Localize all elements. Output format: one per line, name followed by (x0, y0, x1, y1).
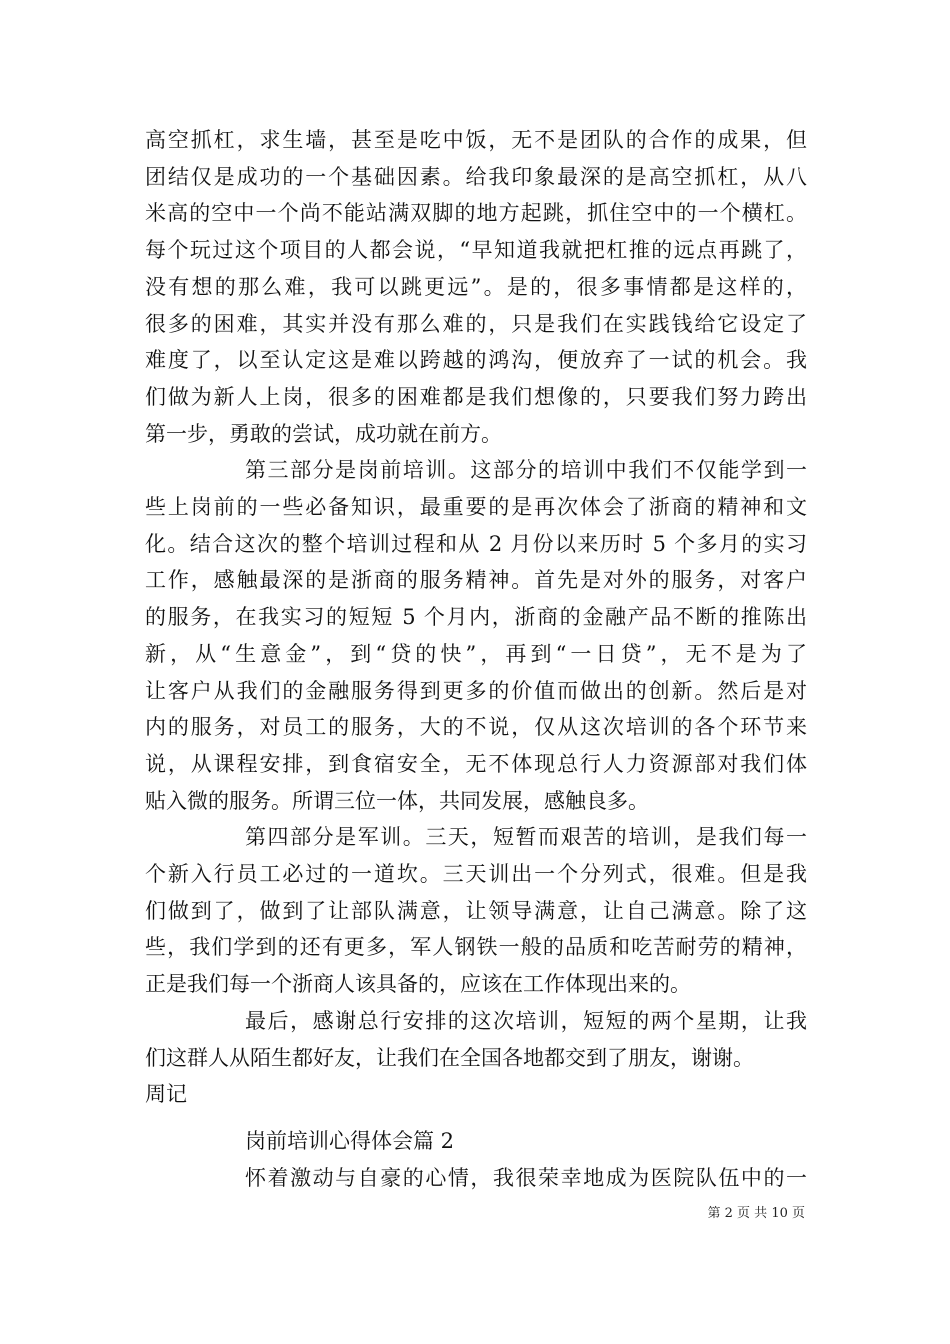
text-line: 们做到了，做到了让部队满意，让领导满意，让自己满意。除了这 (145, 898, 807, 923)
text-line: 很多的困难，其实并没有那么难的，只是我们在实践钱给它设定了 (145, 311, 807, 336)
page-number-footer: 第 2 页 共 10 页 (707, 1206, 805, 1221)
text-line: 周记 (145, 1082, 187, 1107)
text-line: 没有想的那么难，我可以跳更远”。是的，很多事情都是这样的， (145, 274, 807, 299)
text-line: 说，从课程安排，到食宿安全，无不体现总行人力资源部对我们体 (145, 751, 807, 776)
text-line: 工作，感触最深的是浙商的服务精神。首先是对外的服务，对客户 (145, 568, 807, 593)
text-line: 让客户从我们的金融服务得到更多的价值而做出的创新。然后是对 (145, 678, 807, 703)
text-line: 贴入微的服务。所谓三位一体，共同发展，感触良多。 (145, 788, 649, 813)
text-line: 团结仅是成功的一个基础因素。给我印象最深的是高空抓杠，从八 (145, 164, 807, 189)
text-line: 内的服务，对员工的服务，大的不说，仅从这次培训的各个环节来 (145, 715, 807, 740)
text-line: 些上岗前的一些必备知识，最重要的是再次体会了浙商的精神和文 (145, 495, 807, 519)
text-line: 米高的空中一个尚不能站满双脚的地方起跳，抓住空中的一个横杠。 (145, 201, 807, 226)
section-heading: 岗前培训心得体会篇 2 (245, 1128, 455, 1153)
text-line: 的服务，在我实习的短短 5 个月内，浙商的金融产品不断的推陈出 (145, 605, 807, 630)
text-line: 正是我们每一个浙商人该具备的，应该在工作体现出来的。 (145, 972, 691, 997)
text-line: 怀着激动与自豪的心情，我很荣幸地成为医院队伍中的一 (245, 1165, 807, 1190)
text-line: 第一步，勇敢的尝试，成功就在前方。 (145, 421, 502, 446)
text-line: 化。结合这次的整个培训过程和从 2 月份以来历时 5 个多月的实习 (145, 531, 807, 556)
text-line: 个新入行员工必过的一道坎。三天训出一个分列式，很难。但是我 (145, 862, 807, 886)
text-line: 们做为新人上岗，很多的困难都是我们想像的，只要我们努力跨出 (145, 384, 807, 409)
text-line: 难度了，以至认定这是难以跨越的鸿沟，便放弃了一试的机会。我 (145, 348, 807, 373)
text-line: 第四部分是军训。三天，短暂而艰苦的培训，是我们每一 (245, 825, 807, 850)
text-line: 最后，感谢总行安排的这次培训，短短的两个星期，让我 (245, 1008, 807, 1033)
text-line: 新，从“生意金”，到“贷的快”，再到“一日贷”，无不是为了 (145, 641, 807, 666)
text-line: 高空抓杠，求生墙，甚至是吃中饭，无不是团队的合作的成果，但 (145, 128, 807, 152)
text-line: 些，我们学到的还有更多，军人钢铁一般的品质和吃苦耐劳的精神， (145, 935, 807, 960)
text-line: 每个玩过这个项目的人都会说，“早知道我就把杠推的远点再跳了， (145, 238, 807, 263)
text-line: 第三部分是岗前培训。这部分的培训中我们不仅能学到一 (245, 458, 807, 483)
text-line: 们这群人从陌生都好友，让我们在全国各地都交到了朋友，谢谢。 (145, 1045, 754, 1070)
